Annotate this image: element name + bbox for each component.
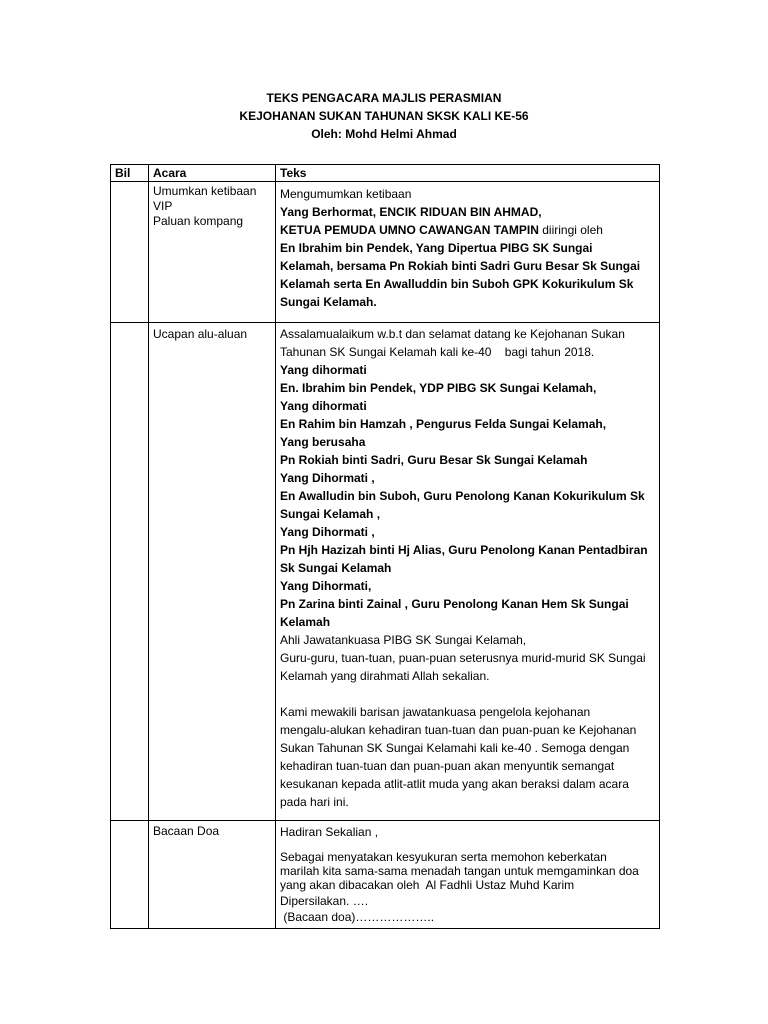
text-line: Mengumumkan ketibaan [280,187,412,201]
text-line: En Ibrahim bin Pendek, Yang Dipertua PIBG SK Sungai [280,241,593,255]
text-line: mengalu-alukan kehadiran tuan-tuan dan puan-puan ke Kejohanan [280,723,637,737]
text-line: Pn Rokiah binti Sadri, Guru Besar Sk Sungai Kelamah [280,453,588,467]
text-line: En Rahim bin Hamzah , Pengurus Felda Sungai Kelamah, [280,417,607,431]
acara-cell [149,323,276,821]
text-line: marilah kita sama-sama menadah tangan untuk memgaminkan doa [280,864,639,878]
event-title: KEJOHANAN SUKAN TAHUNAN SKSK KALI KE-56 [239,109,529,123]
script-table [110,164,660,929]
acara-cell [149,821,276,929]
text-line: Guru-guru, tuan-tuan, puan-puan seterusnya murid-murid SK Sungai [280,651,646,665]
text-line: Sebagai menyatakan kesyukuran serta memohon keberkatan [280,850,607,864]
text-line: En Awalludin bin Suboh, Guru Penolong Kanan Kokurikulum Sk [280,489,645,503]
text-line: yang akan dibacakan oleh Al Fadhli Ustaz Muhd Karim [280,878,575,892]
text-line: Pn Hjh Hazizah binti Hj Alias, Guru Penolong Kanan Pentadbiran [280,543,648,557]
text-line: Dipersilakan. …. [280,894,369,908]
text-line: kesukanan kepada atlit-atlit muda yang akan beraksi dalam acara [280,777,629,791]
text-line: Tahunan SK Sungai Kelamah kali ke-40 bagi tahun 2018. [280,345,595,359]
text-line: Yang dihormati [280,363,367,377]
acara-line: Paluan kompang [153,214,244,228]
bil-cell [111,182,149,323]
column-header-teks: Teks [276,165,660,182]
acara-line: VIP [153,199,173,213]
text-line: Yang Berhormat, ENCIK RIDUAN BIN AHMAD, [280,205,542,219]
column-header-bil: Bil [111,165,149,182]
acara-line: Umumkan ketibaan [153,184,257,198]
text-line: Yang Dihormati , [280,471,375,485]
table-row [111,323,660,821]
table-row [111,182,660,323]
text-normal-part: diiringi oleh [538,223,603,237]
text-line: Kelamah yang dirahmati Allah sekalian. [280,669,490,683]
text-line: Sungai Kelamah , [280,507,381,521]
text-line: Ahli Jawatankuasa PIBG SK Sungai Kelamah, [280,633,527,647]
table-header-row [111,165,660,182]
text-line: Kami mewakili barisan jawatankuasa pengelola kejohanan [280,705,591,719]
text-line: Sungai Kelamah. [280,295,377,309]
acara-cell [149,182,276,323]
acara-line: Ucapan alu-aluan [153,327,248,341]
teks-cell [276,323,660,821]
bil-cell [111,323,149,821]
text-line: kehadiran tuan-tuan dan puan-puan akan menyuntik semangat [280,759,615,773]
text-line: pada hari ini. [280,795,349,809]
text-line: Kelamah [280,615,331,629]
bil-cell [111,821,149,929]
paragraph-gap [280,841,655,850]
text-line: (Bacaan doa)……………….. [280,910,435,924]
acara-line: Bacaan Doa [153,824,220,838]
text-line: Yang Dihormati, [280,579,372,593]
text-line: Yang berusaha [280,435,366,449]
text-line: Sk Sungai Kelamah [280,561,392,575]
text-line: Assalamualaikum w.b.t dan selamat datang ke Kejohanan Sukan [280,327,625,341]
text-line [280,221,655,239]
document-title: TEKS PENGACARA MAJLIS PERASMIAN [266,91,502,105]
table-row [111,821,660,929]
text-line: Hadiran Sekalian , [280,825,379,839]
teks-cell [276,182,660,323]
text-line: Pn Zarina binti Zainal , Guru Penolong Kanan Hem Sk Sungai [280,597,629,611]
text-line: En. Ibrahim bin Pendek, YDP PIBG SK Sungai Kelamah, [280,381,597,395]
teks-cell [276,821,660,929]
author-line: Oleh: Mohd Helmi Ahmad [311,127,457,141]
text-line: Sukan Tahunan SK Sungai Kelamahi kali ke-40 . Semoga dengan [280,741,630,755]
column-header-acara: Acara [149,165,276,182]
text-line: Kelamah serta En Awalluddin bin Suboh GPK Kokurikulum Sk [280,277,634,291]
text-bold-part: KETUA PEMUDA UMNO CAWANGAN TAMPIN [280,223,539,237]
text-line: Kelamah, bersama Pn Rokiah binti Sadri Guru Besar Sk Sungai [280,259,641,273]
text-line: Yang dihormati [280,399,367,413]
paragraph-gap [280,685,655,703]
text-line: Yang Dihormati , [280,525,375,539]
